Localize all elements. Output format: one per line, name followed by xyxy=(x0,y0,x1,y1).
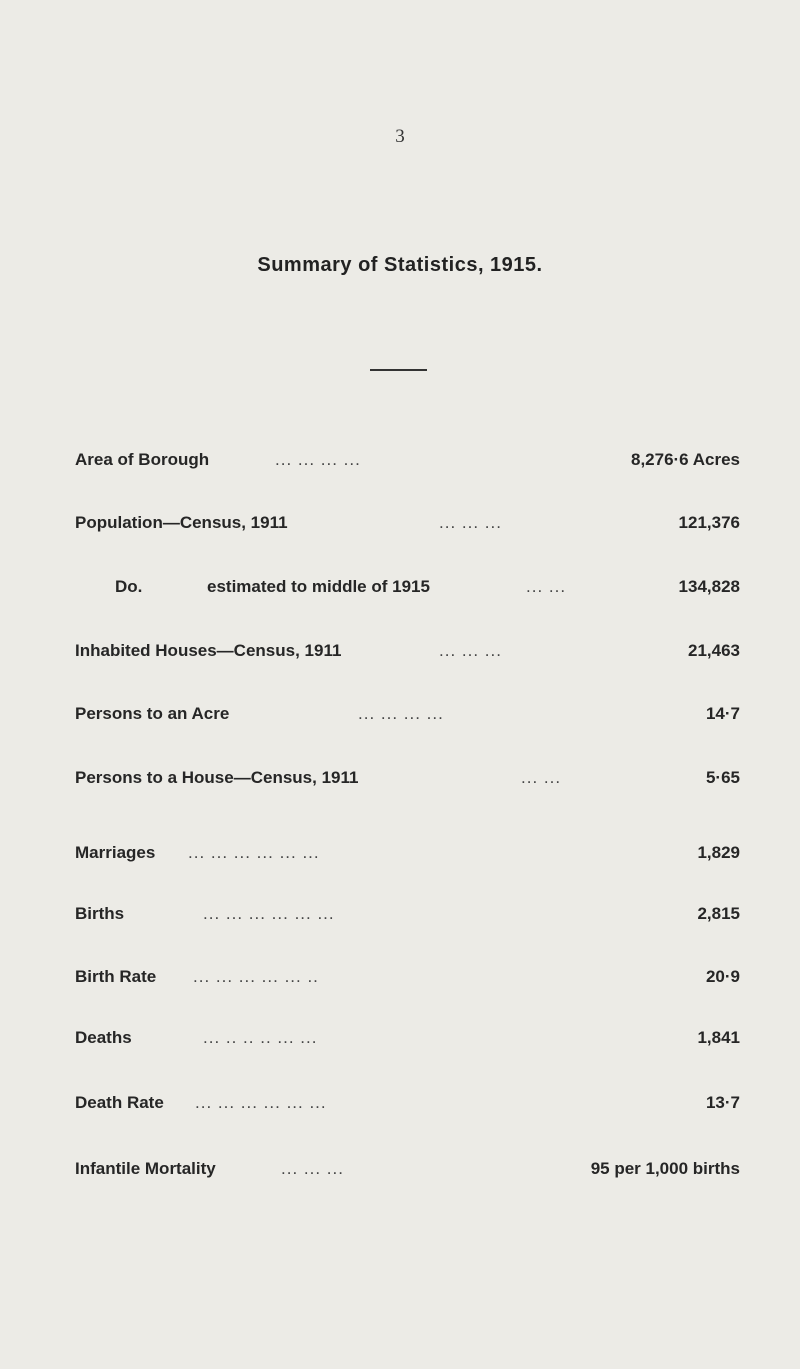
stat-value: 8,276·6 Acres xyxy=(630,450,740,469)
stat-row-births xyxy=(75,901,740,927)
stat-label: Birth Rate xyxy=(75,967,157,986)
stat-value: 13·7 xyxy=(705,1093,740,1112)
stat-value: 5·65 xyxy=(705,768,740,787)
stat-row-birth-rate xyxy=(75,964,740,990)
stat-label: Inhabited Houses—Census, 1911 xyxy=(75,641,342,660)
stat-row-marriages xyxy=(75,840,740,866)
stat-label: Marriages xyxy=(75,843,156,862)
stat-label: Do. xyxy=(115,577,143,596)
stat-value: 20·9 xyxy=(705,967,740,986)
stat-value: 134,828 xyxy=(678,577,740,596)
leader-dots: ... ... xyxy=(526,577,567,596)
stat-value: 95 per 1,000 births xyxy=(590,1159,740,1178)
stat-value: 1,841 xyxy=(697,1028,740,1047)
stat-row-population-estimated xyxy=(75,574,740,600)
leader-dots: ... ... ... xyxy=(281,1159,344,1178)
page-number: 3 xyxy=(395,126,405,147)
stat-row-infantile-mortality xyxy=(75,1156,740,1182)
leader-dots: ... ... ... ... ... ... xyxy=(188,843,320,862)
stat-value: 1,829 xyxy=(697,843,740,862)
stat-row-persons-house xyxy=(75,765,740,791)
stat-row-persons-acre xyxy=(75,701,740,727)
stat-label: Births xyxy=(75,904,125,923)
title-divider xyxy=(370,369,427,371)
stat-row-population xyxy=(75,510,740,536)
stat-label: Persons to a House—Census, 1911 xyxy=(75,768,359,787)
stat-label: Area of Borough xyxy=(75,450,210,469)
stat-row-area xyxy=(75,447,740,473)
stat-row-deaths xyxy=(75,1025,740,1051)
leader-dots: ... ... ... ... xyxy=(358,704,444,723)
stat-row-inhabited-houses xyxy=(75,638,740,664)
stat-label: Deaths xyxy=(75,1028,132,1047)
leader-dots: ... ... ... xyxy=(439,641,502,660)
stat-label: Population—Census, 1911 xyxy=(75,513,288,532)
leader-dots: ... ... ... ... ... ... xyxy=(203,904,335,923)
stat-label: Persons to an Acre xyxy=(75,704,230,723)
stat-value: 21,463 xyxy=(688,641,740,660)
leader-dots: ... ... ... ... ... ... xyxy=(195,1093,327,1112)
stat-label: Death Rate xyxy=(75,1093,164,1112)
page-title: Summary of Statistics, 1915. xyxy=(257,254,543,276)
leader-dots: ... ... ... ... ... .. xyxy=(193,967,319,986)
leader-dots: ... ... ... ... xyxy=(275,450,361,469)
leader-dots: ... ... xyxy=(521,768,562,787)
stat-sublabel: estimated to middle of 1915 xyxy=(207,577,430,596)
stat-row-death-rate xyxy=(75,1090,740,1116)
stat-value: 14·7 xyxy=(705,704,740,723)
leader-dots: ... .. .. .. ... ... xyxy=(203,1028,318,1047)
stat-label: Infantile Mortality xyxy=(75,1159,216,1178)
leader-dots: ... ... ... xyxy=(439,513,502,532)
stat-value: 121,376 xyxy=(678,513,740,532)
stat-value: 2,815 xyxy=(697,904,740,923)
